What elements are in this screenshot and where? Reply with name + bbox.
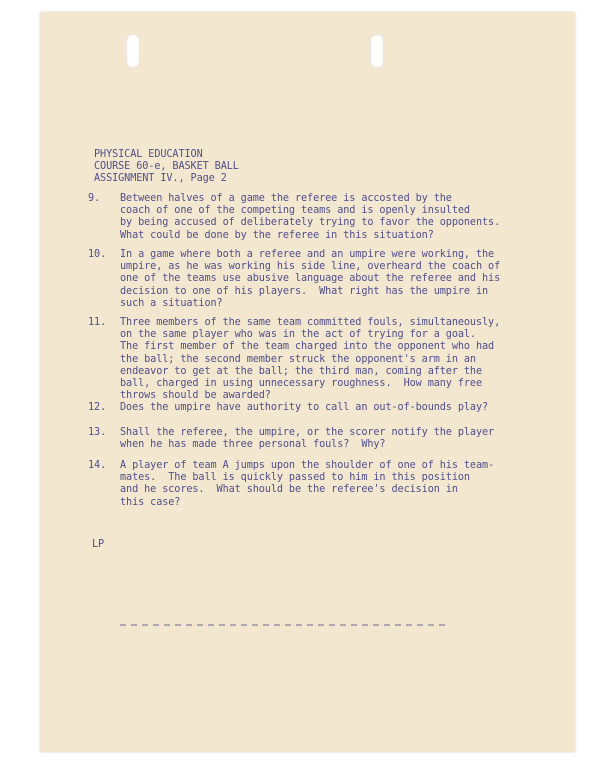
question-line: Does the umpire have authority to call an out-of-bounds play? — [120, 402, 489, 413]
question-line: Three members of the same team committed fouls, simultaneously, — [120, 317, 501, 328]
question-line: What could be done by the referee in this situation? — [120, 229, 434, 241]
question-number: 11. — [88, 317, 107, 328]
question-line: The first member of the team charged into the opponent who had — [120, 341, 495, 353]
question-line: ball, charged in using unnecessary roughness. How many free — [120, 378, 483, 390]
question-line: the ball; the second member struck the opponent's arm in an — [120, 353, 476, 365]
question-number: 12. — [88, 402, 107, 413]
document-header — [94, 149, 239, 186]
question-number: 14. — [88, 460, 107, 471]
question-text — [120, 402, 535, 414]
ink-smudge-line — [120, 624, 450, 626]
question-number: 10. — [88, 249, 107, 260]
question-line: this case? — [120, 496, 181, 508]
question-line: In a game where both a referee and an umpire were working, the — [120, 249, 495, 260]
question-line: throws should be awarded? — [120, 390, 271, 402]
question-line: A player of team A jumps upon the shoulder of one of his team- — [120, 460, 495, 471]
question-line: endeavor to get at the ball; the third man, coming after the — [120, 365, 483, 377]
question-line: when he has made three personal fouls? Why? — [120, 439, 386, 451]
question-text — [120, 193, 535, 242]
header-line-course-number: COURSE 60-e, BASKET BALL — [94, 161, 239, 173]
question-line: by being accused of deliberately trying to favor the opponents. — [120, 217, 501, 229]
question-number: 9. — [88, 193, 101, 204]
document-page — [40, 12, 575, 752]
header-line-assignment: ASSIGNMENT IV., Page 2 — [94, 173, 227, 185]
question-line: and he scores. What should be the referee's decision in — [120, 484, 458, 496]
header-line-course-title: PHYSICAL EDUCATION — [94, 149, 203, 160]
question-line: coach of one of the competing teams and is openly insulted — [120, 205, 470, 217]
question-line: mates. The ball is quickly passed to him in this position — [120, 472, 470, 484]
question-line: one of the teams use abusive language about the referee and his — [120, 273, 501, 285]
question-number: 13. — [88, 427, 107, 438]
question-line: such a situation? — [120, 297, 223, 309]
question-text — [120, 249, 535, 310]
question-text — [120, 460, 535, 509]
question-line: Shall the referee, the umpire, or the scorer notify the player — [120, 427, 495, 438]
question-text — [120, 317, 535, 402]
punch-hole-right — [370, 34, 384, 68]
question-line: decision to one of his players. What right has the umpire in — [120, 285, 489, 297]
punch-hole-left — [126, 34, 140, 68]
question-text — [120, 427, 535, 451]
question-line: Between halves of a game the referee is accosted by the — [120, 193, 452, 204]
typist-initials: LP — [92, 539, 105, 550]
question-line: umpire, as he was working his side line, overheard the coach of — [120, 261, 501, 273]
question-line: on the same player who was in the act of trying for a goal. — [120, 329, 476, 341]
